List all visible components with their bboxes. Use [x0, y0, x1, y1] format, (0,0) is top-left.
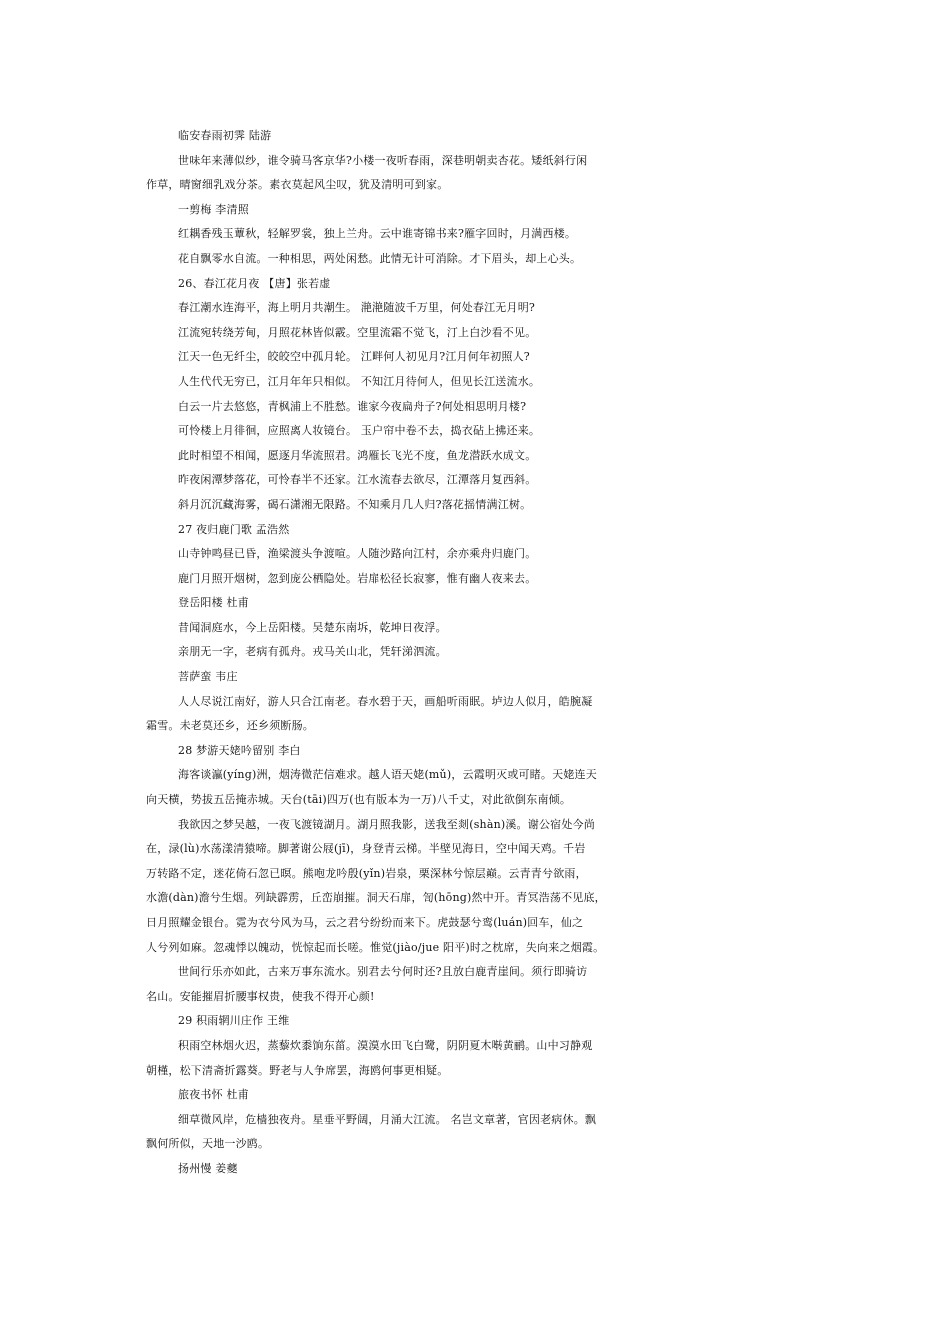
doc-line: 朝槿，松下清斋折露葵。野老与人争席罢，海鸥何事更相疑。 — [146, 1063, 449, 1077]
doc-line: 29 积雨辋川庄作 王维 — [178, 1014, 290, 1028]
doc-line: 人生代代无穷已，江月年年只相似。 不知江月待何人，但见长江送流水。 — [178, 374, 541, 388]
doc-line: 霜雪。未老莫还乡，还乡须断肠。 — [146, 719, 314, 733]
doc-line: 鹿门月照开烟树，忽到庞公栖隐处。岩扉松径长寂寥，惟有幽人夜来去。 — [178, 571, 537, 585]
doc-line: 一剪梅 李清照 — [178, 202, 249, 216]
doc-line: 细草微风岸，危樯独夜舟。星垂平野阔，月涌大江流。 名岂文章著，官因老病休。飘 — [178, 1112, 597, 1126]
doc-line: 此时相望不相闻，愿逐月华流照君。鸿雁长飞光不度，鱼龙潜跃水成文。 — [178, 448, 537, 462]
doc-line: 世味年来薄似纱，谁令骑马客京华?小楼一夜听春雨，深巷明朝卖杏花。矮纸斜行闲 — [178, 153, 588, 167]
doc-line: 菩萨蛮 韦庄 — [178, 670, 238, 684]
doc-line: 名山。安能摧眉折腰事权贵，使我不得开心颜! — [146, 989, 375, 1003]
doc-line: 红耦香残玉蕈秋，轻解罗裳，独上兰舟。云中谁寄锦书来?雁字回时，月满西楼。 — [178, 227, 577, 241]
doc-line: 在，渌(lù)水荡漾清猿啼。脚著谢公屐(jī)，身登青云梯。半壁见海日，空中闻天鸡。千岩 — [146, 842, 586, 856]
doc-line: 可怜楼上月徘徊，应照离人妆镜台。 玉户帘中卷不去，捣衣砧上拂还来。 — [178, 424, 541, 438]
doc-line: 山寺钟鸣昼已昏，渔梁渡头争渡喧。人随沙路向江村，余亦乘舟归鹿门。 — [178, 547, 537, 561]
doc-line: 人兮列如麻。忽魂悸以魄动，恍惊起而长嗟。惟觉(jiào/jue 阳平)时之枕席，失向来之烟霞。 — [146, 940, 605, 954]
doc-line: 26、春江花月夜 【唐】张若虚 — [178, 276, 331, 290]
doc-line: 白云一片去悠悠，青枫浦上不胜愁。谁家今夜扁舟子?何处相思明月楼? — [178, 399, 527, 413]
doc-line: 昨夜闲潭梦落花，可怜春半不还家。江水流春去欲尽，江潭落月复西斜。 — [178, 473, 537, 487]
doc-line: 万转路不定，迷花倚石忽已暝。熊咆龙吟殷(yǐn)岩泉，栗深林兮惊层巅。云青青兮欲雨， — [146, 866, 587, 880]
doc-line: 日月照耀金银台。霓为衣兮风为马，云之君兮纷纷而来下。虎鼓瑟兮鸾(luán)回车，仙之 — [146, 916, 584, 929]
doc-line: 向天横，势拔五岳掩赤城。天台(tāi)四万(也有版本为一万)八千丈，对此欲倒东南倾。 — [146, 793, 572, 807]
doc-line: 斜月沉沉藏海雾，碣石潇湘无限路。不知乘月几人归?落花摇情满江树。 — [178, 497, 532, 511]
doc-line: 27 夜归鹿门歌 孟浩然 — [178, 522, 290, 536]
doc-line: 江流宛转绕芳甸，月照花林皆似霰。空里流霜不觉飞，汀上白沙看不见。 — [178, 325, 537, 339]
doc-line: 飘何所似，天地一沙鸥。 — [146, 1137, 270, 1151]
document-body — [0, 124, 950, 1182]
doc-line: 花自飘零水自流。一种相思，两处闲愁。此情无计可消除。才下眉头，却上心头。 — [178, 251, 582, 265]
doc-line: 临安春雨初霁 陆游 — [178, 129, 272, 142]
doc-line: 水澹(dàn)澹兮生烟。列缺霹雳，丘峦崩摧。洞天石扉，訇(hōng)然中开。青冥浩荡不见底， — [146, 891, 606, 905]
doc-line: 世间行乐亦如此，古来万事东流水。别君去兮何时还?且放白鹿青崖间。须行即骑访 — [178, 965, 588, 979]
doc-line: 积雨空林烟火迟，蒸藜炊黍饷东菑。漠漠水田飞白鹭，阴阴夏木啭黄鹂。山中习静观 — [178, 1038, 593, 1052]
doc-line: 江天一色无纤尘，皎皎空中孤月轮。 江畔何人初见月?江月何年初照人? — [178, 350, 530, 364]
doc-line: 亲朋无一字，老病有孤舟。戎马关山北，凭轩涕泗流。 — [178, 645, 447, 659]
doc-line: 登岳阳楼 杜甫 — [178, 596, 249, 610]
doc-line: 扬州慢 姜夔 — [178, 1161, 238, 1175]
doc-line: 春江潮水连海平，海上明月共潮生。 滟滟随波千万里，何处春江无月明? — [178, 301, 535, 315]
doc-line: 昔闻洞庭水，今上岳阳楼。吴楚东南坼，乾坤日夜浮。 — [178, 620, 447, 634]
doc-line: 海客谈瀛(yíng)洲，烟涛微茫信难求。越人语天姥(mǔ)，云霞明灭或可睹。天姥连天 — [178, 768, 597, 782]
doc-line: 28 梦游天姥吟留别 李白 — [178, 743, 301, 757]
doc-line: 我欲因之梦吴越，一夜飞渡镜湖月。湖月照我影，送我至剡(shàn)溪。谢公宿处今尚 — [178, 817, 595, 831]
doc-line: 人人尽说江南好，游人只合江南老。春水碧于天，画船听雨眠。垆边人似月，皓腕凝 — [178, 694, 593, 708]
doc-line: 作草，晴窗细乳戏分茶。素衣莫起风尘叹，犹及清明可到家。 — [146, 178, 449, 192]
doc-line: 旅夜书怀 杜甫 — [178, 1088, 249, 1102]
